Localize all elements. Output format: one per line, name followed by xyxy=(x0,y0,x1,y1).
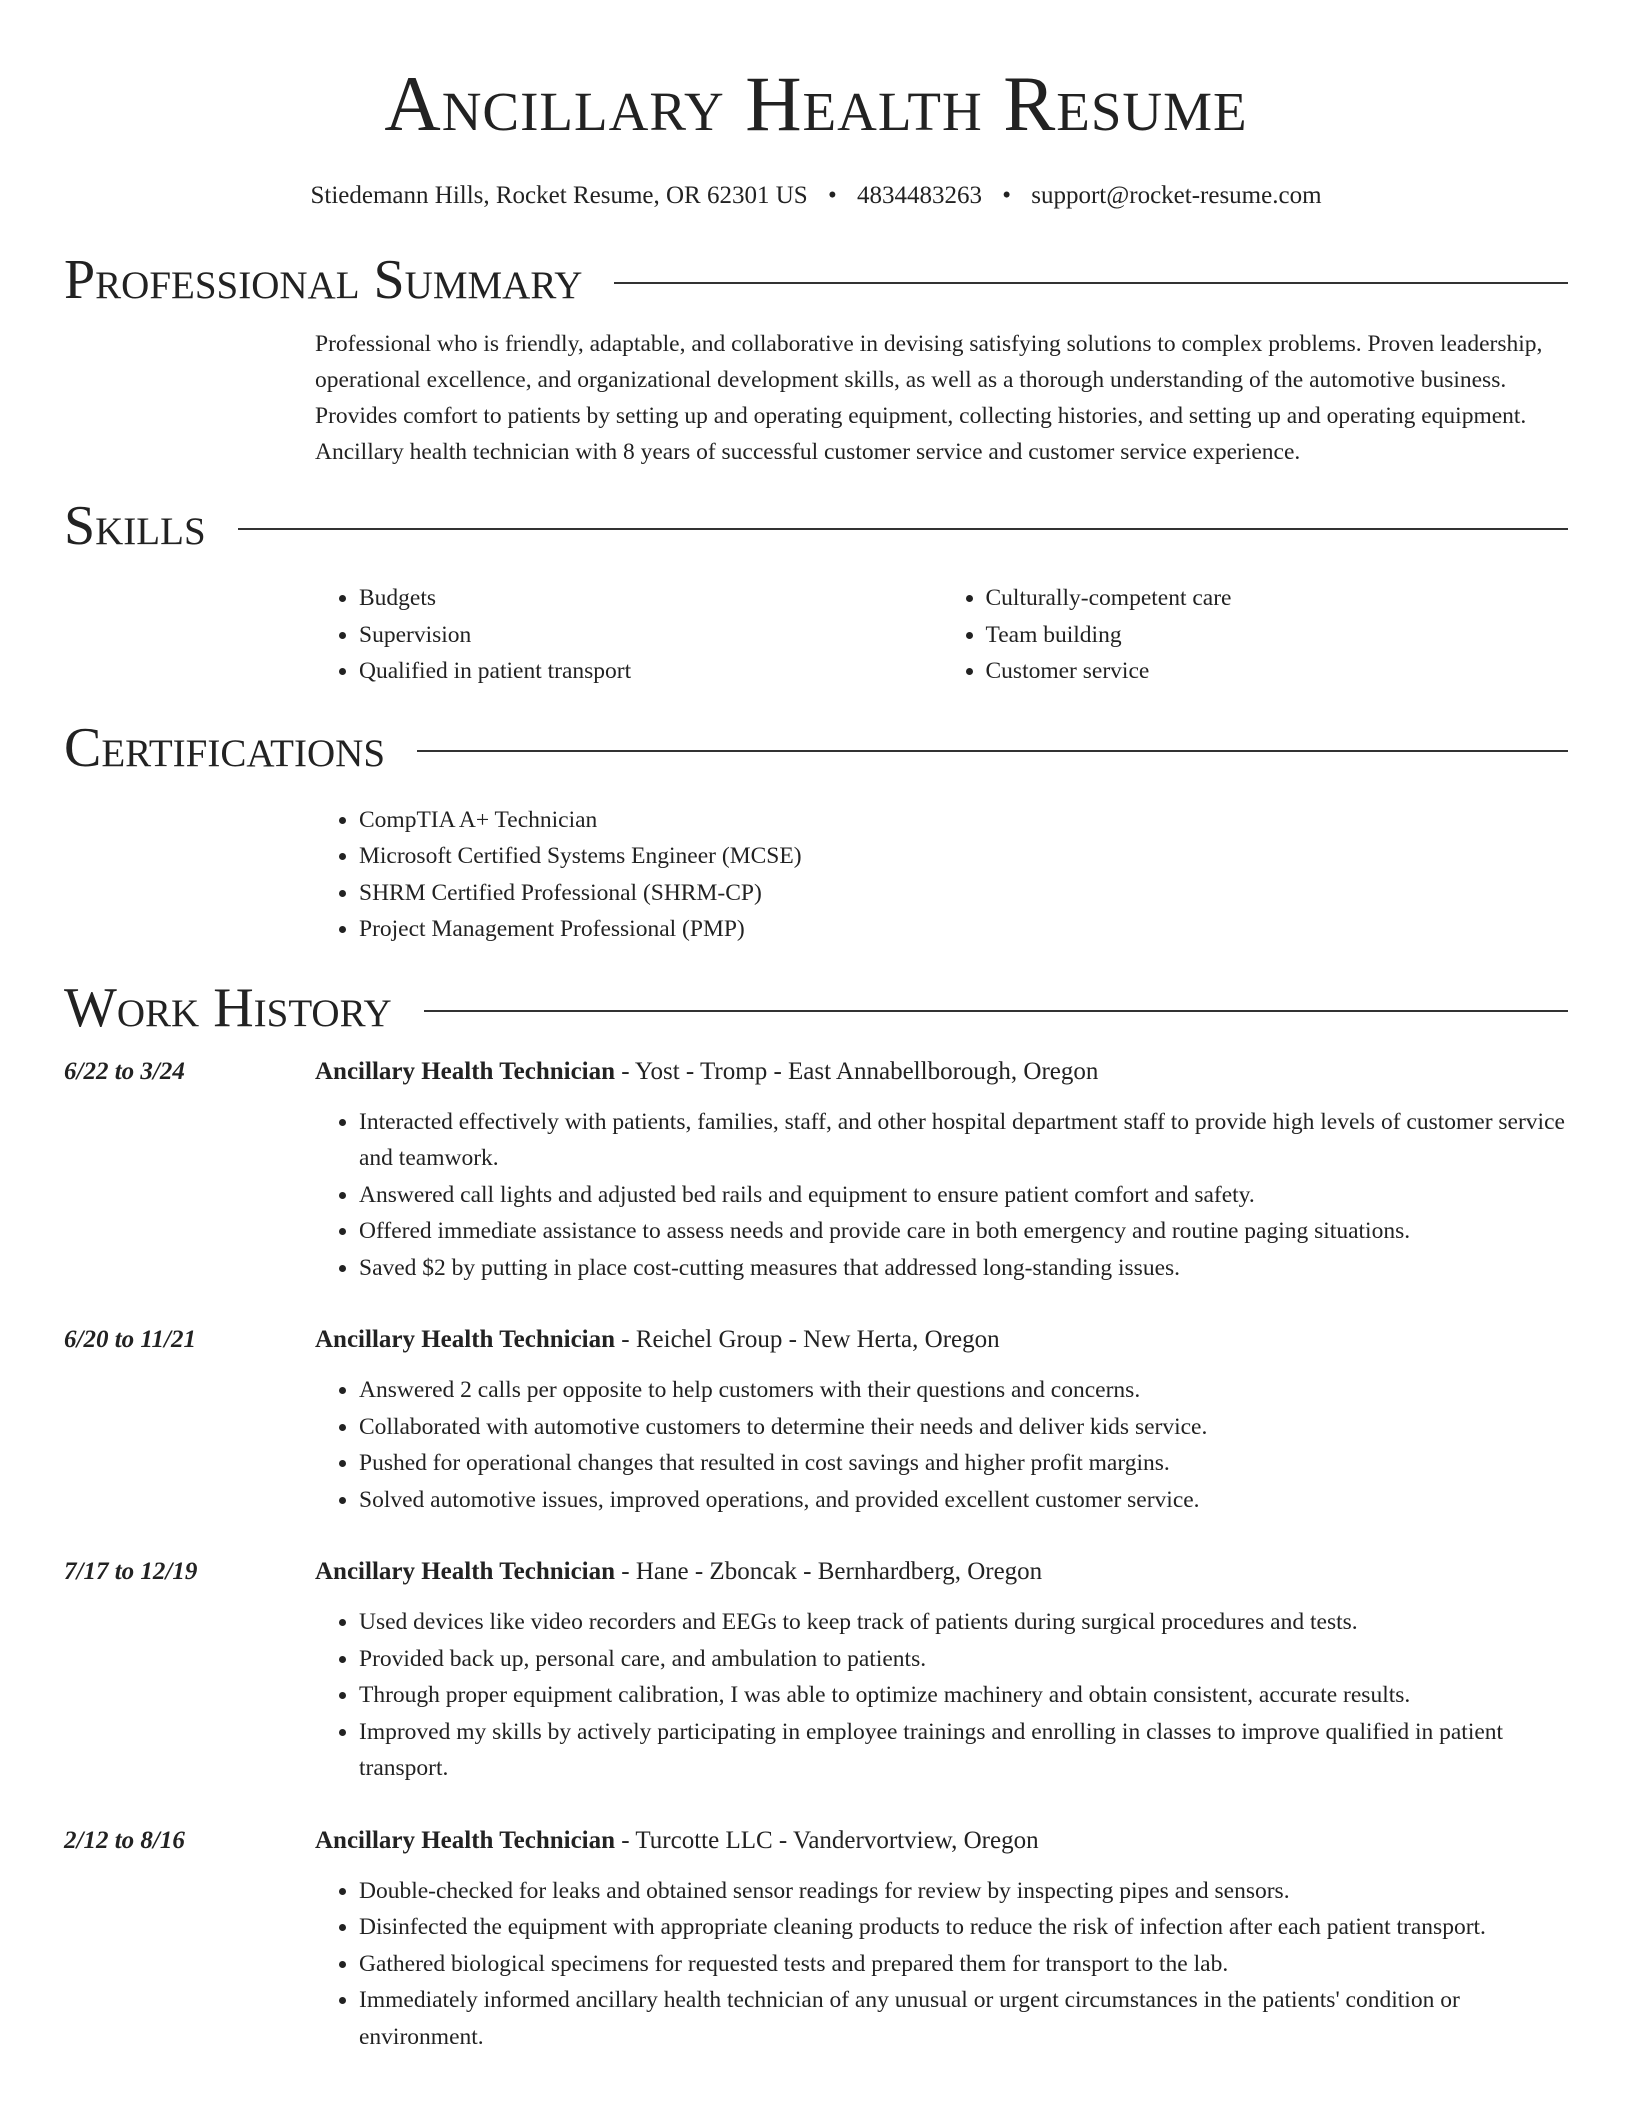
job-bullet: • Offered immediate assistance to assess needs and provide care in both emergency and routine paging situations. xyxy=(359,1213,1568,1250)
job-header xyxy=(315,1823,1568,1859)
job-bullets xyxy=(315,1104,1568,1287)
section-divider xyxy=(238,528,1568,530)
summary-section-header xyxy=(64,248,1568,312)
work-heading: Work History xyxy=(64,976,392,1039)
section-divider xyxy=(417,750,1568,752)
job-bullet: • Collaborated with automotive customers to determine their needs and deliver kids service. xyxy=(359,1409,1568,1446)
job-title: Ancillary Health Technician xyxy=(315,1057,616,1085)
job-title: Ancillary Health Technician xyxy=(315,1326,616,1353)
contact-separator: • xyxy=(827,182,837,209)
job-entry xyxy=(64,1823,1568,2056)
skills-column-right xyxy=(942,580,1569,690)
resume-name: Ancillary Health Resume xyxy=(384,60,1248,147)
job-bullets xyxy=(315,1604,1568,1787)
skill-item: • Culturally-competent care xyxy=(986,580,1569,617)
job-header xyxy=(315,1554,1568,1590)
certification-item: • CompTIA A+ Technician xyxy=(359,802,1568,839)
certifications-heading: Certifications xyxy=(64,716,386,779)
job-dates: 6/22 to 3/24 xyxy=(64,1057,185,1085)
skills-heading: Skills xyxy=(64,495,206,557)
job-bullet: • Disinfected the equipment with appropriate cleaning products to reduce the risk of infection after each patient transport. xyxy=(359,1909,1568,1946)
job-bullet: • Saved $2 by putting in place cost-cutting measures that addressed long-standing issues. xyxy=(359,1250,1568,1287)
skills-section-header xyxy=(64,494,1568,558)
job-main xyxy=(315,1823,1568,2056)
job-details: - Yost - Tromp - East Annabellborough, Oregon xyxy=(615,1057,1099,1085)
work-section-header xyxy=(64,976,1568,1040)
section-divider xyxy=(614,282,1568,284)
job-dates: 7/17 to 12/19 xyxy=(64,1558,198,1585)
job-main xyxy=(315,1322,1568,1518)
job-dates: 6/20 to 11/21 xyxy=(64,1326,196,1353)
summary-heading: Professional Summary xyxy=(64,249,583,311)
contact-line xyxy=(64,180,1568,212)
job-entry xyxy=(64,1054,1568,1287)
skill-item: • Team building xyxy=(986,617,1569,654)
job-bullet: • Pushed for operational changes that resulted in cost savings and higher profit margins. xyxy=(359,1445,1568,1482)
job-details: - Turcotte LLC - Vandervortview, Oregon xyxy=(615,1826,1039,1854)
job-details: - Hane - Zboncak - Bernhardberg, Oregon xyxy=(615,1558,1043,1585)
job-title: Ancillary Health Technician xyxy=(315,1558,616,1585)
summary-text: Professional who is friendly, adaptable, and collaborative in devising satisfying solutions to complex problems. Proven leadership, operational excellence, and organizational development skills, as well as a thorough understanding of the automotive business. Provides comfort to patients by setting up and operating equipment, collecting histories, and setting up and operating equipment. Ancillary health technician with 8 years of successful customer service and customer service experience. xyxy=(315,331,1543,465)
contact-email[interactable]: support@rocket-resume.com xyxy=(1031,182,1322,209)
job-bullet: • Used devices like video recorders and EEGs to keep track of patients during surgical procedures and tests. xyxy=(359,1604,1568,1641)
contact-separator: • xyxy=(1002,182,1011,209)
skill-item: • Supervision xyxy=(359,617,942,654)
job-bullet: • Solved automotive issues, improved operations, and provided excellent customer service. xyxy=(359,1482,1568,1519)
job-details: - Reichel Group - New Herta, Oregon xyxy=(615,1326,1000,1353)
certification-item: • Project Management Professional (PMP) xyxy=(359,911,1568,948)
contact-address: Stiedemann Hills, Rocket Resume, OR 62301 US xyxy=(310,182,808,209)
certifications-list xyxy=(315,802,1568,948)
skill-item: • Budgets xyxy=(359,580,942,617)
job-bullet: • Interacted effectively with patients, families, staff, and other hospital department staff to provide high levels of customer service and teamwork. xyxy=(359,1104,1568,1177)
contact-phone: 4834483263 xyxy=(856,182,982,209)
job-bullets xyxy=(315,1372,1568,1518)
section-divider xyxy=(424,1010,1568,1012)
certification-item: • Microsoft Certified Systems Engineer (MCSE) xyxy=(359,838,1568,875)
summary-body xyxy=(315,326,1568,470)
job-bullet: • Improved my skills by actively participating in employee trainings and enrolling in classes to improve qualified in patient transport. xyxy=(359,1714,1568,1787)
job-bullet: • Provided back up, personal care, and ambulation to patients. xyxy=(359,1641,1568,1678)
job-header xyxy=(315,1322,1568,1358)
job-entry xyxy=(64,1554,1568,1787)
job-main xyxy=(315,1554,1568,1787)
job-bullet: • Double-checked for leaks and obtained sensor readings for review by inspecting pipes and sensors. xyxy=(359,1873,1568,1910)
job-main xyxy=(315,1054,1568,1287)
job-dates: 2/12 to 8/16 xyxy=(64,1826,185,1854)
skills-body xyxy=(315,580,1568,690)
job-bullet: • Answered 2 calls per opposite to help customers with their questions and concerns. xyxy=(359,1372,1568,1409)
certifications-body xyxy=(315,802,1568,948)
certifications-section-header xyxy=(64,716,1568,780)
skill-item: • Customer service xyxy=(986,653,1569,690)
job-bullet: • Answered call lights and adjusted bed rails and equipment to ensure patient comfort and safety. xyxy=(359,1177,1568,1214)
skills-column-left xyxy=(315,580,942,690)
skills-grid xyxy=(315,580,1568,690)
job-header xyxy=(315,1054,1568,1090)
job-bullet: • Immediately informed ancillary health technician of any unusual or urgent circumstances in the patients' condition or environment. xyxy=(359,1982,1568,2055)
certification-item: • SHRM Certified Professional (SHRM-CP) xyxy=(359,875,1568,912)
job-bullets xyxy=(315,1873,1568,2056)
skill-item: • Qualified in patient transport xyxy=(359,653,942,690)
job-bullet: • Gathered biological specimens for requested tests and prepared them for transport to the lab. xyxy=(359,1946,1568,1983)
job-bullet: • Through proper equipment calibration, I was able to optimize machinery and obtain consistent, accurate results. xyxy=(359,1677,1568,1714)
job-entry xyxy=(64,1322,1568,1518)
job-title: Ancillary Health Technician xyxy=(315,1826,616,1854)
